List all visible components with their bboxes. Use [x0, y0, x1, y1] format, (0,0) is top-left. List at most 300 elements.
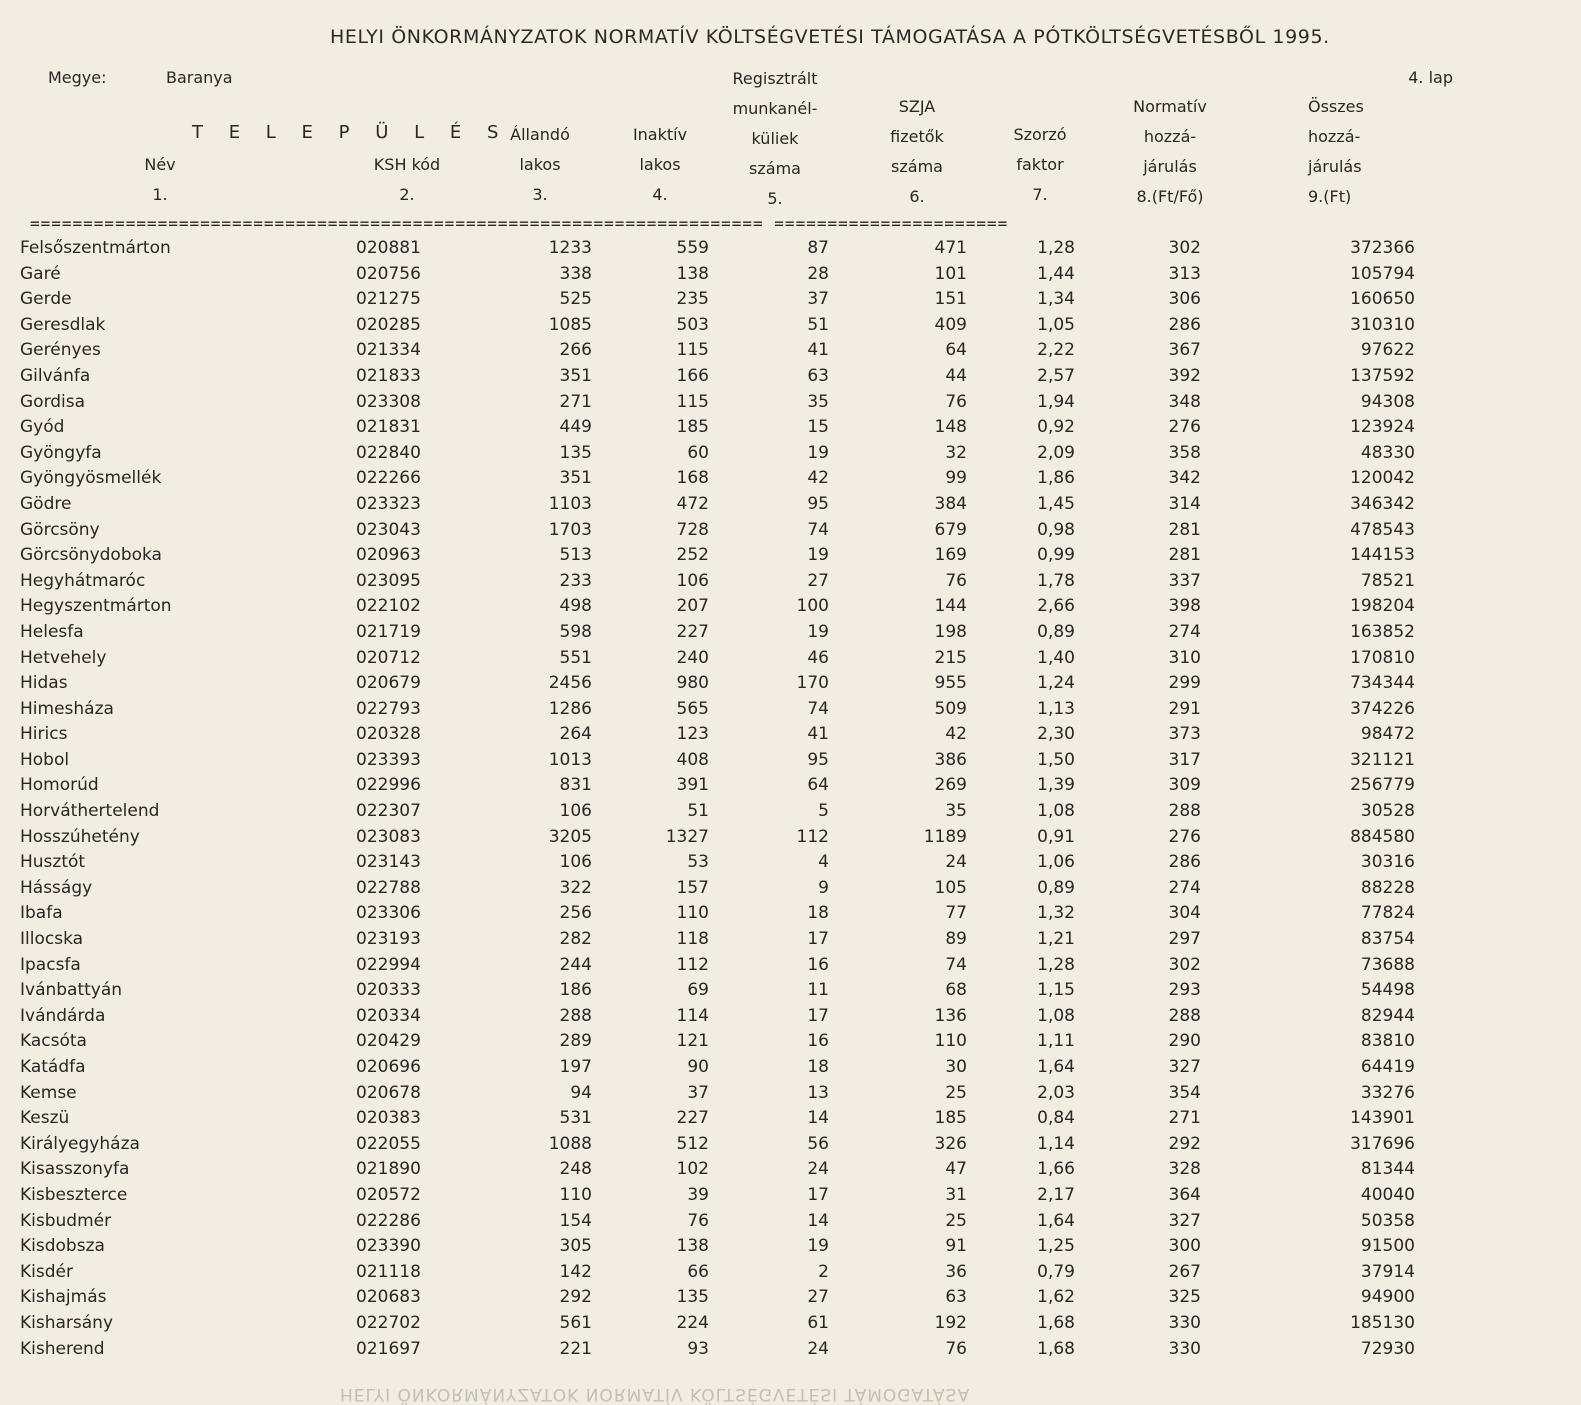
inactive-residents: 157 [676, 877, 709, 898]
header-line: 8.(Ft/Fő) [1136, 187, 1204, 206]
multiplier-factor: 0,98 [1037, 519, 1075, 540]
table-row [0, 1285, 1581, 1311]
permanent-residents: 561 [559, 1312, 592, 1333]
total-contribution: 83754 [1360, 929, 1415, 950]
settlement-name: Gerényes [20, 340, 101, 361]
permanent-residents: 186 [559, 980, 592, 1001]
table-row [0, 338, 1581, 364]
normative-contribution: 290 [1168, 1031, 1201, 1052]
normative-contribution: 392 [1168, 365, 1201, 386]
total-contribution: 30528 [1360, 801, 1415, 822]
ksh-code: 023393 [356, 749, 421, 770]
settlement-name: Hidas [20, 673, 68, 694]
multiplier-factor: 1,68 [1037, 1338, 1075, 1359]
table-row [0, 492, 1581, 518]
total-contribution: 317696 [1350, 1133, 1415, 1154]
total-contribution: 77824 [1360, 903, 1415, 924]
unemployed-count: 95 [807, 493, 829, 514]
table-row [0, 1209, 1581, 1235]
settlement-name: Görcsönydoboka [20, 545, 162, 566]
normative-contribution: 274 [1168, 877, 1201, 898]
taxpayer-count: 955 [934, 673, 967, 694]
settlement-name: Kishajmás [20, 1287, 107, 1308]
total-contribution: 137592 [1350, 365, 1415, 386]
normative-contribution: 288 [1168, 1005, 1201, 1026]
multiplier-factor: 2,66 [1037, 596, 1075, 617]
total-contribution: 163852 [1350, 621, 1415, 642]
total-contribution: 310310 [1350, 314, 1415, 335]
normative-contribution: 364 [1168, 1184, 1201, 1205]
settlement-name: Kisasszonyfa [20, 1159, 130, 1180]
normative-contribution: 313 [1168, 263, 1201, 284]
taxpayer-count: 68 [945, 980, 967, 1001]
multiplier-factor: 1,15 [1037, 980, 1075, 1001]
settlement-name: Husztót [20, 852, 86, 873]
total-contribution: 346342 [1350, 493, 1415, 514]
header-line: lakos [639, 155, 681, 174]
unemployed-count: 18 [807, 903, 829, 924]
taxpayer-count: 25 [945, 1082, 967, 1103]
taxpayer-count: 91 [945, 1236, 967, 1257]
table-row [0, 825, 1581, 851]
ksh-code: 023390 [356, 1236, 421, 1257]
header-line: hozzá- [1143, 127, 1197, 146]
ksh-code: 020334 [356, 1005, 421, 1026]
header-line: SZJA [898, 97, 936, 116]
ksh-code: 022996 [356, 775, 421, 796]
total-contribution: 185130 [1350, 1312, 1415, 1333]
table-row [0, 415, 1581, 441]
ksh-code: 022793 [356, 698, 421, 719]
multiplier-factor: 1,21 [1037, 929, 1075, 950]
normative-contribution: 348 [1168, 391, 1201, 412]
total-contribution: 143901 [1350, 1108, 1415, 1129]
header-line: járulás [1308, 157, 1362, 176]
multiplier-factor: 0,89 [1037, 621, 1075, 642]
page-title: HELYI ÖNKORMÁNYZATOK NORMATÍV KÖLTSÉGVETÉSI TÁMOGATÁSA A PÓTKÖLTSÉGVETÉSBŐL 1995. [330, 26, 1330, 48]
normative-contribution: 276 [1168, 417, 1201, 438]
total-contribution: 97622 [1360, 340, 1415, 361]
normative-contribution: 325 [1168, 1287, 1201, 1308]
normative-contribution: 327 [1168, 1057, 1201, 1077]
unemployed-count: 87 [807, 238, 829, 258]
permanent-residents: 289 [559, 1031, 592, 1052]
normative-contribution: 337 [1168, 570, 1201, 591]
multiplier-factor: 1,28 [1037, 954, 1075, 975]
unemployed-count: 16 [807, 954, 829, 975]
inactive-residents: 235 [676, 289, 709, 310]
settlement-name: Himesháza [20, 698, 114, 719]
inactive-residents: 135 [676, 1287, 709, 1308]
inactive-residents: 53 [687, 852, 709, 873]
table-row [0, 262, 1581, 288]
unemployed-count: 27 [807, 570, 829, 591]
settlement-name: Kisdobsza [20, 1236, 105, 1257]
taxpayer-count: 44 [945, 365, 967, 386]
total-contribution: 48330 [1360, 442, 1415, 463]
taxpayer-count: 74 [945, 954, 967, 975]
header-line: küliek [751, 129, 799, 148]
header-separator: ===================================================================== ====================== [30, 214, 1009, 233]
total-contribution: 120042 [1350, 468, 1415, 489]
settlement-group-header: T E L E P Ü L É S [192, 122, 509, 143]
taxpayer-count: 326 [934, 1133, 967, 1154]
multiplier-factor: 1,28 [1037, 238, 1075, 258]
total-contribution: 160650 [1350, 289, 1415, 310]
permanent-residents: 449 [559, 417, 592, 438]
ksh-code: 023143 [356, 852, 421, 873]
header-line: járulás [1143, 157, 1197, 176]
inactive-residents: 565 [676, 698, 709, 719]
table-row [0, 313, 1581, 339]
inactive-residents: 106 [676, 570, 709, 591]
permanent-residents: 305 [559, 1236, 592, 1257]
taxpayer-count: 509 [934, 698, 967, 719]
total-contribution: 54498 [1360, 980, 1415, 1001]
unemployed-count: 61 [807, 1312, 829, 1333]
header-line: Inaktív [632, 125, 688, 144]
ksh-code: 023043 [356, 519, 421, 540]
table-row [0, 390, 1581, 416]
inactive-residents: 1327 [665, 826, 709, 847]
inactive-residents: 37 [687, 1082, 709, 1103]
unemployed-count: 74 [807, 698, 829, 719]
header-permanent-residents [495, 120, 585, 210]
multiplier-factor: 2,57 [1037, 365, 1075, 386]
inactive-residents: 66 [687, 1261, 709, 1282]
table-row [0, 518, 1581, 544]
normative-contribution: 330 [1168, 1312, 1201, 1333]
permanent-residents: 264 [559, 724, 592, 745]
permanent-residents: 94 [570, 1082, 592, 1103]
settlement-name: Gyöngyösmellék [20, 468, 162, 489]
multiplier-factor: 0,84 [1037, 1108, 1075, 1129]
inactive-residents: 408 [676, 749, 709, 770]
multiplier-factor: 2,22 [1037, 340, 1075, 361]
header-line: 5. [767, 189, 783, 208]
taxpayer-count: 64 [945, 340, 967, 361]
unemployed-count: 19 [807, 442, 829, 463]
multiplier-factor: 0,92 [1037, 417, 1075, 438]
permanent-residents: 498 [559, 596, 592, 617]
unemployed-count: 24 [807, 1159, 829, 1180]
table-row [0, 1132, 1581, 1158]
normative-contribution: 274 [1168, 621, 1201, 642]
header-name-line: Név [144, 155, 176, 174]
taxpayer-count: 76 [945, 570, 967, 591]
settlement-name: Ivándárda [20, 1005, 106, 1026]
header-line: hozzá- [1308, 127, 1361, 146]
normative-contribution: 330 [1168, 1338, 1201, 1359]
inactive-residents: 166 [676, 365, 709, 386]
multiplier-factor: 1,08 [1037, 801, 1075, 822]
settlement-name: Katádfa [20, 1057, 86, 1077]
inactive-residents: 728 [676, 519, 709, 540]
multiplier-factor: 2,09 [1037, 442, 1075, 463]
taxpayer-count: 110 [934, 1031, 967, 1052]
total-contribution: 94900 [1360, 1287, 1415, 1308]
unemployed-count: 41 [807, 340, 829, 361]
total-contribution: 144153 [1350, 545, 1415, 566]
normative-contribution: 281 [1168, 545, 1201, 566]
ksh-code: 020712 [356, 647, 421, 668]
permanent-residents: 598 [559, 621, 592, 642]
ksh-code: 021719 [356, 621, 421, 642]
permanent-residents: 338 [559, 263, 592, 284]
settlement-name: Keszü [20, 1108, 70, 1129]
unemployed-count: 46 [807, 647, 829, 668]
total-contribution: 91500 [1360, 1236, 1415, 1257]
ksh-code: 022702 [356, 1312, 421, 1333]
unemployed-count: 28 [807, 263, 829, 284]
settlement-name: Királyegyháza [20, 1133, 140, 1154]
settlement-name: Kisherend [20, 1338, 105, 1359]
settlement-name: Hásságy [20, 877, 93, 898]
multiplier-factor: 1,62 [1037, 1287, 1075, 1308]
ksh-code: 022286 [356, 1210, 421, 1231]
settlement-name: Gyöngyfa [20, 442, 102, 463]
county-label: Megye: [48, 68, 107, 87]
total-contribution: 82944 [1360, 1005, 1415, 1026]
total-contribution: 78521 [1360, 570, 1415, 591]
total-contribution: 33276 [1360, 1082, 1415, 1103]
multiplier-factor: 2,03 [1037, 1082, 1075, 1103]
total-contribution: 105794 [1350, 263, 1415, 284]
inactive-residents: 138 [676, 263, 709, 284]
table-row [0, 543, 1581, 569]
taxpayer-count: 148 [934, 417, 967, 438]
header-inactive-residents [620, 120, 700, 210]
unemployed-count: 64 [807, 775, 829, 796]
unemployed-count: 170 [796, 673, 829, 694]
permanent-residents: 551 [559, 647, 592, 668]
inactive-residents: 472 [676, 493, 709, 514]
settlement-name: Hirics [20, 724, 68, 745]
table-row [0, 594, 1581, 620]
table-row [0, 441, 1581, 467]
unemployed-count: 100 [796, 596, 829, 617]
unemployed-count: 13 [807, 1082, 829, 1103]
total-contribution: 94308 [1360, 391, 1415, 412]
taxpayer-count: 105 [934, 877, 967, 898]
inactive-residents: 60 [687, 442, 709, 463]
settlement-name: Hegyszentmárton [20, 596, 172, 617]
permanent-residents: 831 [559, 775, 592, 796]
normative-contribution: 288 [1168, 801, 1201, 822]
multiplier-factor: 1,44 [1037, 263, 1075, 284]
ksh-code: 020285 [356, 314, 421, 335]
settlement-name: Hegyhátmaróc [20, 570, 146, 591]
ksh-code: 020383 [356, 1108, 421, 1129]
settlement-name: Ivánbattyán [20, 980, 123, 1001]
taxpayer-count: 101 [934, 263, 967, 284]
inactive-residents: 980 [676, 673, 709, 694]
normative-contribution: 292 [1168, 1133, 1201, 1154]
taxpayer-count: 679 [934, 519, 967, 540]
header-line: 7. [1032, 185, 1048, 204]
inactive-residents: 102 [676, 1159, 709, 1180]
ksh-code: 020429 [356, 1031, 421, 1052]
settlement-name: Hetvehely [20, 647, 107, 668]
settlement-name: Kisharsány [20, 1312, 114, 1333]
header-line: Állandó [510, 125, 570, 144]
bleed-through-text: HELYI ÖNKORMÁNYZATOK NORMATÍV KÖLTSÉGVETÉSI TÁMOGATÁSA [340, 1384, 971, 1404]
ksh-code: 020683 [356, 1287, 421, 1308]
total-contribution: 372366 [1350, 238, 1415, 258]
unemployed-count: 112 [796, 826, 829, 847]
unemployed-count: 35 [807, 391, 829, 412]
multiplier-factor: 1,64 [1037, 1057, 1075, 1077]
unemployed-count: 19 [807, 621, 829, 642]
unemployed-count: 37 [807, 289, 829, 310]
permanent-residents: 351 [559, 365, 592, 386]
normative-contribution: 317 [1168, 749, 1201, 770]
multiplier-factor: 1,45 [1037, 493, 1075, 514]
normative-contribution: 327 [1168, 1210, 1201, 1231]
table-row [0, 287, 1581, 313]
inactive-residents: 51 [687, 801, 709, 822]
ksh-code: 020572 [356, 1184, 421, 1205]
table-row [0, 671, 1581, 697]
normative-contribution: 358 [1168, 442, 1201, 463]
settlement-name: Gerde [20, 289, 72, 310]
settlement-name: Kacsóta [20, 1031, 87, 1052]
ksh-code: 020333 [356, 980, 421, 1001]
table-row [0, 799, 1581, 825]
taxpayer-count: 77 [945, 903, 967, 924]
taxpayer-count: 42 [945, 724, 967, 745]
header-normative-contribution [1110, 92, 1230, 212]
inactive-residents: 69 [687, 980, 709, 1001]
inactive-residents: 227 [676, 621, 709, 642]
settlement-name: Homorúd [20, 775, 99, 796]
permanent-residents: 288 [559, 1005, 592, 1026]
settlement-name: Gilvánfa [20, 365, 91, 386]
inactive-residents: 39 [687, 1184, 709, 1205]
normative-contribution: 304 [1168, 903, 1201, 924]
settlement-name: Gordisa [20, 391, 86, 412]
unemployed-count: 42 [807, 468, 829, 489]
multiplier-factor: 0,91 [1037, 826, 1075, 847]
multiplier-factor: 2,30 [1037, 724, 1075, 745]
inactive-residents: 512 [676, 1133, 709, 1154]
permanent-residents: 271 [559, 391, 592, 412]
normative-contribution: 286 [1168, 852, 1201, 873]
taxpayer-count: 215 [934, 647, 967, 668]
normative-contribution: 302 [1168, 238, 1201, 258]
permanent-residents: 282 [559, 929, 592, 950]
table-row [0, 697, 1581, 723]
unemployed-count: 18 [807, 1057, 829, 1077]
header-line: Szorzó [1013, 125, 1067, 144]
normative-contribution: 286 [1168, 314, 1201, 335]
inactive-residents: 115 [676, 340, 709, 361]
total-contribution: 83810 [1360, 1031, 1415, 1052]
multiplier-factor: 1,11 [1037, 1031, 1075, 1052]
permanent-residents: 3205 [548, 826, 592, 847]
unemployed-count: 15 [807, 417, 829, 438]
inactive-residents: 240 [676, 647, 709, 668]
inactive-residents: 110 [676, 903, 709, 924]
table-row [0, 748, 1581, 774]
header-ksh-line: 2. [399, 185, 415, 204]
normative-contribution: 309 [1168, 775, 1201, 796]
unemployed-count: 11 [807, 980, 829, 1001]
normative-contribution: 300 [1168, 1236, 1201, 1257]
unemployed-count: 17 [807, 1184, 829, 1205]
header-unemployed [720, 64, 830, 214]
multiplier-factor: 0,79 [1037, 1261, 1075, 1282]
header-line: száma [749, 159, 801, 178]
permanent-residents: 244 [559, 954, 592, 975]
taxpayer-count: 32 [945, 442, 967, 463]
header-line: Normatív [1133, 97, 1207, 116]
inactive-residents: 138 [676, 1236, 709, 1257]
header-line: munkanél- [732, 99, 818, 118]
permanent-residents: 1286 [548, 698, 592, 719]
settlement-name: Garé [20, 263, 61, 284]
taxpayer-count: 198 [934, 621, 967, 642]
normative-contribution: 267 [1168, 1261, 1201, 1282]
total-contribution: 64419 [1360, 1057, 1415, 1077]
header-name [130, 150, 190, 210]
inactive-residents: 227 [676, 1108, 709, 1129]
taxpayer-count: 30 [945, 1057, 967, 1077]
total-contribution: 170810 [1350, 647, 1415, 668]
taxpayer-count: 151 [934, 289, 967, 310]
unemployed-count: 63 [807, 365, 829, 386]
normative-contribution: 299 [1168, 673, 1201, 694]
multiplier-factor: 1,78 [1037, 570, 1075, 591]
table-row [0, 953, 1581, 979]
unemployed-count: 5 [818, 801, 829, 822]
ksh-code: 020328 [356, 724, 421, 745]
total-contribution: 81344 [1360, 1159, 1415, 1180]
unemployed-count: 4 [818, 852, 829, 873]
inactive-residents: 76 [687, 1210, 709, 1231]
settlement-name: Kemse [20, 1082, 77, 1103]
settlement-name: Kisbeszterce [20, 1184, 128, 1205]
total-contribution: 37914 [1360, 1261, 1415, 1282]
inactive-residents: 391 [676, 775, 709, 796]
header-taxpayers [872, 92, 962, 212]
table-row [0, 1234, 1581, 1260]
taxpayer-count: 89 [945, 929, 967, 950]
total-contribution: 374226 [1350, 698, 1415, 719]
taxpayer-count: 269 [934, 775, 967, 796]
normative-contribution: 302 [1168, 954, 1201, 975]
permanent-residents: 154 [559, 1210, 592, 1231]
taxpayer-count: 384 [934, 493, 967, 514]
settlement-name: Ibafa [20, 903, 63, 924]
unemployed-count: 14 [807, 1108, 829, 1129]
total-contribution: 40040 [1360, 1184, 1415, 1205]
permanent-residents: 525 [559, 289, 592, 310]
taxpayer-count: 192 [934, 1312, 967, 1333]
multiplier-factor: 1,32 [1037, 903, 1075, 924]
permanent-residents: 2456 [548, 673, 592, 694]
total-contribution: 73688 [1360, 954, 1415, 975]
inactive-residents: 185 [676, 417, 709, 438]
multiplier-factor: 1,14 [1037, 1133, 1075, 1154]
total-contribution: 123924 [1350, 417, 1415, 438]
multiplier-factor: 1,64 [1037, 1210, 1075, 1231]
multiplier-factor: 1,86 [1037, 468, 1075, 489]
total-contribution: 884580 [1350, 826, 1415, 847]
ksh-code: 022102 [356, 596, 421, 617]
settlement-name: Görcsöny [20, 519, 100, 540]
settlement-name: Gödre [20, 493, 72, 514]
